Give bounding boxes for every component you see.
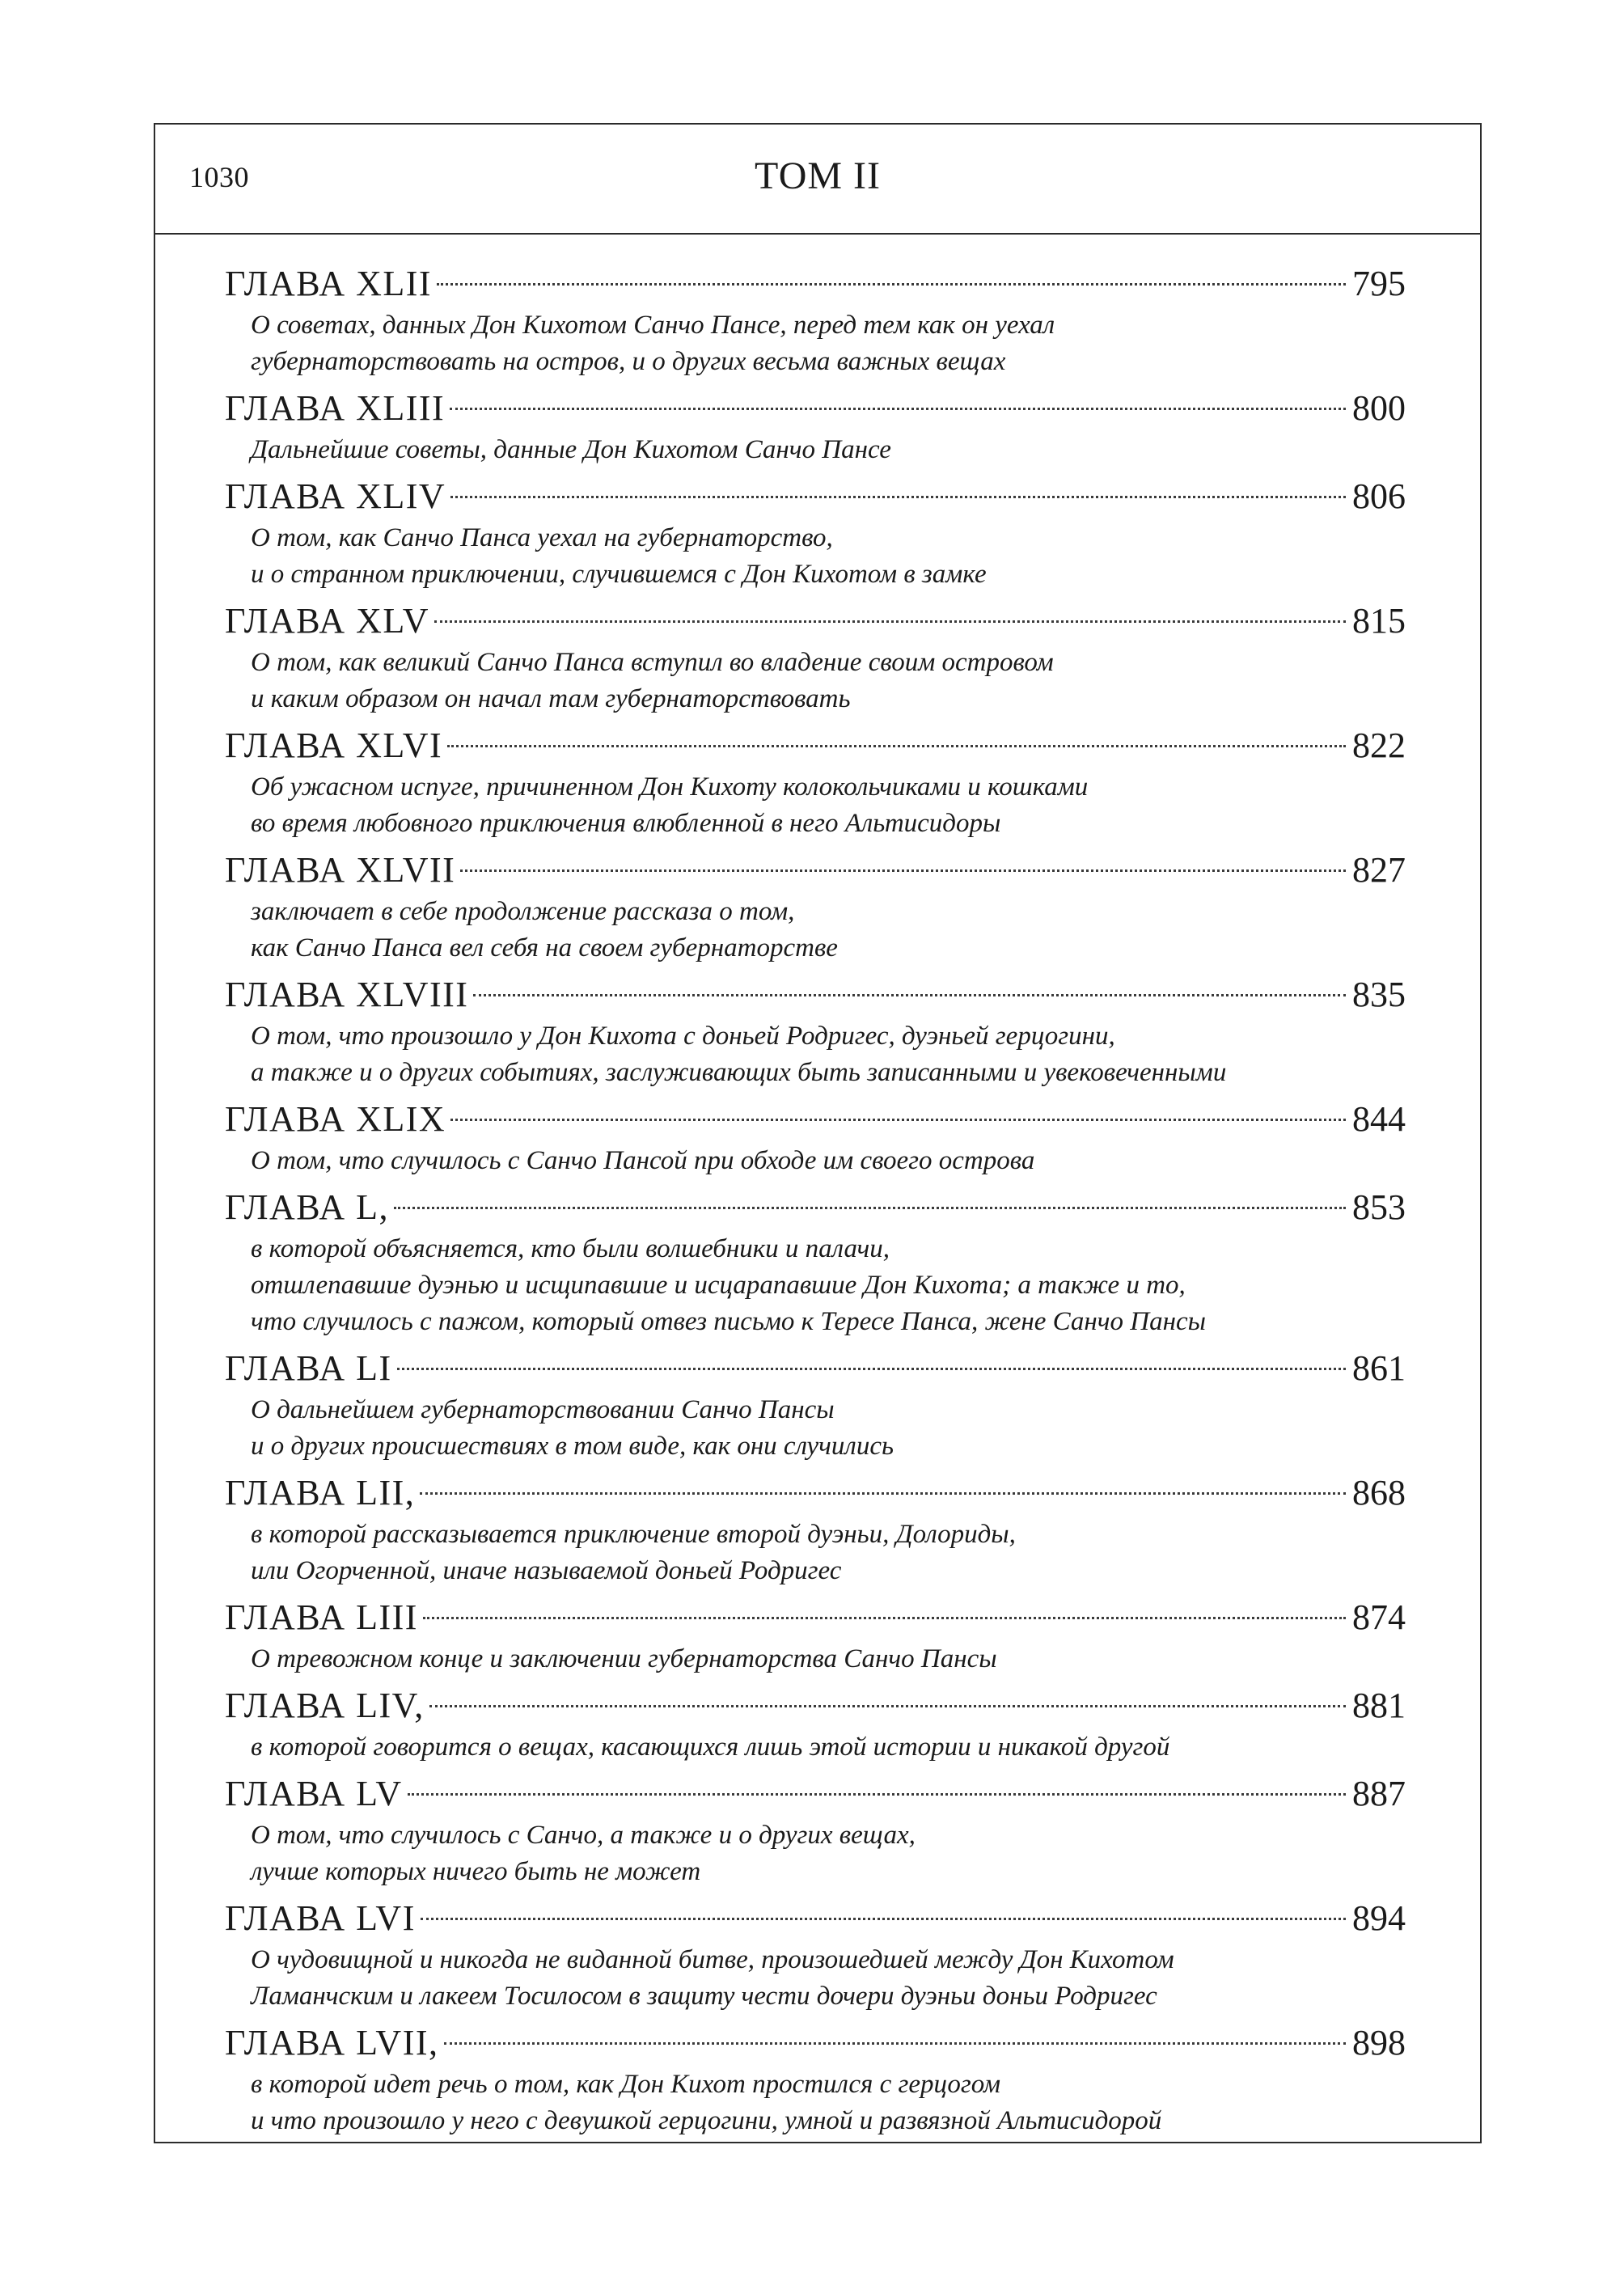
dot-leader — [437, 283, 1346, 286]
toc-entry-heading — [225, 847, 1406, 894]
toc-entry — [225, 1470, 1406, 1589]
toc-entry — [225, 971, 1406, 1091]
chapter-title: ГЛАВА XLVIII — [225, 975, 469, 1014]
chapter-title: ГЛАВА LVI — [225, 1898, 416, 1938]
chapter-description-line: что случилось с пажом, который отвез письмо к Тересе Панса, жене Санчо Пансы — [251, 1307, 1206, 1336]
page-reference: 795 — [1352, 264, 1406, 303]
toc-entry-heading — [225, 1184, 1406, 1231]
chapter-description-line: О том, что случилось с Санчо Пансой при обходе им своего острова — [251, 1146, 1035, 1175]
page-reference: 806 — [1352, 476, 1406, 516]
chapter-description-line: а также и о других событиях, заслуживающих быть записанными и увековеченными — [251, 1058, 1227, 1087]
chapter-description-line: или Огорченной, иначе называемой доньей Родригес — [251, 1556, 842, 1585]
toc-entry-heading — [225, 1594, 1406, 1641]
chapter-title: ГЛАВА XLII — [225, 264, 433, 303]
page-reference: 835 — [1352, 975, 1406, 1014]
toc-entry-heading — [225, 1771, 1406, 1817]
chapter-title: ГЛАВА XLV — [225, 601, 429, 641]
chapter-description-line: и о странном приключении, случившемся с Дон Кихотом в замке — [251, 560, 987, 589]
chapter-description-line: О советах, данных Дон Кихотом Санчо Пансе, перед тем как он уехал — [251, 311, 1055, 340]
chapter-description-line: губернаторствовать на остров, и о других весьма важных вещах — [251, 347, 1006, 376]
page-reference: 815 — [1352, 601, 1406, 641]
page-header — [155, 125, 1480, 235]
dot-leader — [450, 496, 1346, 498]
toc-entry — [225, 260, 1406, 380]
dot-leader — [434, 620, 1346, 623]
toc-entry-heading — [225, 1470, 1406, 1517]
page-reference: 844 — [1352, 1099, 1406, 1139]
page-reference: 898 — [1352, 2023, 1406, 2062]
dot-leader — [450, 408, 1346, 410]
toc-entry — [225, 847, 1406, 967]
dot-leader — [450, 1119, 1346, 1121]
chapter-title: ГЛАВА XLIII — [225, 388, 446, 428]
chapter-description-line: О дальнейшем губернаторствовании Санчо Пансы — [251, 1395, 835, 1424]
dot-leader — [444, 2042, 1346, 2045]
chapter-description-line: в которой рассказывается приключение второй дуэньи, Долориды, — [251, 1520, 1016, 1549]
chapter-description-line: и каким образом он начал там губернаторствовать — [251, 684, 851, 713]
chapter-description-line: О тревожном конце и заключении губернаторства Санчо Пансы — [251, 1644, 997, 1673]
page-reference: 800 — [1352, 388, 1406, 428]
chapter-title: ГЛАВА LI — [225, 1348, 392, 1388]
toc-entry — [225, 385, 1406, 468]
table-of-contents — [225, 260, 1406, 2139]
toc-entry-heading — [225, 598, 1406, 645]
dot-leader — [473, 994, 1346, 996]
toc-entry — [225, 1895, 1406, 2015]
dot-leader — [397, 1368, 1346, 1370]
page-reference: 861 — [1352, 1348, 1406, 1388]
page-number: 1030 — [189, 161, 249, 193]
chapter-description-line: во время любовного приключения влюбленной в него Альтисидоры — [251, 809, 1001, 838]
page-reference: 868 — [1352, 1473, 1406, 1512]
dot-leader — [420, 1492, 1346, 1495]
toc-entry-heading — [225, 260, 1406, 307]
toc-entry-heading — [225, 1096, 1406, 1143]
chapter-title: ГЛАВА LV — [225, 1774, 403, 1813]
chapter-description-line: и что произошло у него с девушкой герцогини, умной и развязной Альтисидорой — [251, 2106, 1162, 2135]
toc-entry — [225, 1345, 1406, 1465]
chapter-description-line: в которой объясняется, кто были волшебники и палачи, — [251, 1234, 890, 1263]
chapter-description-line: как Санчо Панса вел себя на своем губернаторстве — [251, 933, 838, 962]
chapter-description-line: Об ужасном испуге, причиненном Дон Кихоту колокольчиками и кошками — [251, 772, 1089, 802]
page-frame — [154, 123, 1482, 2143]
page-reference: 881 — [1352, 1686, 1406, 1725]
chapter-title: ГЛАВА XLIX — [225, 1099, 446, 1139]
chapter-title: ГЛАВА LII, — [225, 1473, 416, 1512]
dot-leader — [460, 869, 1346, 872]
chapter-description-line: Ламанчским и лакеем Тосилосом в защиту чести дочери дуэньи доньи Родригес — [251, 1982, 1157, 2011]
chapter-title: ГЛАВА LVII, — [225, 2023, 439, 2062]
chapter-description-line: О том, как великий Санчо Панса вступил во владение своим островом — [251, 648, 1054, 677]
toc-entry — [225, 473, 1406, 593]
toc-entry-heading — [225, 722, 1406, 769]
toc-entry-heading — [225, 1895, 1406, 1942]
toc-entry-heading — [225, 385, 1406, 432]
chapter-title: ГЛАВА XLVI — [225, 726, 443, 765]
chapter-title: ГЛАВА L, — [225, 1187, 389, 1227]
chapter-description-line: в которой говорится о вещах, касающихся лишь этой истории и никакой другой — [251, 1732, 1170, 1762]
chapter-description-line: и о других происшествиях в том виде, как они случились — [251, 1432, 894, 1461]
page-reference: 853 — [1352, 1187, 1406, 1227]
volume-title: ТОМ II — [755, 154, 881, 197]
toc-entry — [225, 722, 1406, 842]
chapter-description-line: отшлепавшие дуэнью и исщипавшие и исцарапавшие Дон Кихота; а также и то, — [251, 1271, 1186, 1300]
chapter-description-line: лучше которых ничего быть не может — [251, 1857, 701, 1886]
toc-entry — [225, 1096, 1406, 1179]
toc-entry — [225, 598, 1406, 717]
chapter-title: ГЛАВА LIV, — [225, 1686, 425, 1725]
chapter-description-line: заключает в себе продолжение рассказа о том, — [251, 897, 795, 926]
page-reference: 822 — [1352, 726, 1406, 765]
chapter-description-line: Дальнейшие советы, данные Дон Кихотом Санчо Пансе — [251, 435, 891, 464]
dot-leader — [447, 745, 1346, 747]
chapter-title: ГЛАВА XLIV — [225, 476, 446, 516]
page-reference: 827 — [1352, 850, 1406, 890]
dot-leader — [408, 1793, 1346, 1796]
chapter-description-line: в которой идет речь о том, как Дон Кихот простился с герцогом — [251, 2070, 1001, 2099]
page-reference: 887 — [1352, 1774, 1406, 1813]
page-reference: 894 — [1352, 1898, 1406, 1938]
chapter-title: ГЛАВА LIII — [225, 1597, 418, 1637]
chapter-description-line: О том, что случилось с Санчо, а также и о других вещах, — [251, 1821, 916, 1850]
page-reference: 874 — [1352, 1597, 1406, 1637]
dot-leader — [394, 1207, 1346, 1209]
toc-entry-heading — [225, 1345, 1406, 1392]
dot-leader — [421, 1918, 1346, 1920]
toc-entry — [225, 2020, 1406, 2139]
dot-leader — [429, 1705, 1346, 1707]
toc-entry — [225, 1594, 1406, 1677]
toc-entry — [225, 1771, 1406, 1890]
toc-entry-heading — [225, 473, 1406, 520]
toc-entry-heading — [225, 1682, 1406, 1729]
chapter-description-line: О том, как Санчо Панса уехал на губернаторство, — [251, 523, 833, 552]
chapter-description-line: О чудовищной и никогда не виданной битве, произошедшей между Дон Кихотом — [251, 1945, 1174, 1974]
toc-entry-heading — [225, 2020, 1406, 2067]
chapter-title: ГЛАВА XLVII — [225, 850, 456, 890]
toc-entry — [225, 1682, 1406, 1766]
chapter-description-line: О том, что произошло у Дон Кихота с доньей Родригес, дуэньей герцогини, — [251, 1022, 1115, 1051]
toc-entry — [225, 1184, 1406, 1340]
dot-leader — [423, 1617, 1346, 1619]
toc-entry-heading — [225, 971, 1406, 1018]
